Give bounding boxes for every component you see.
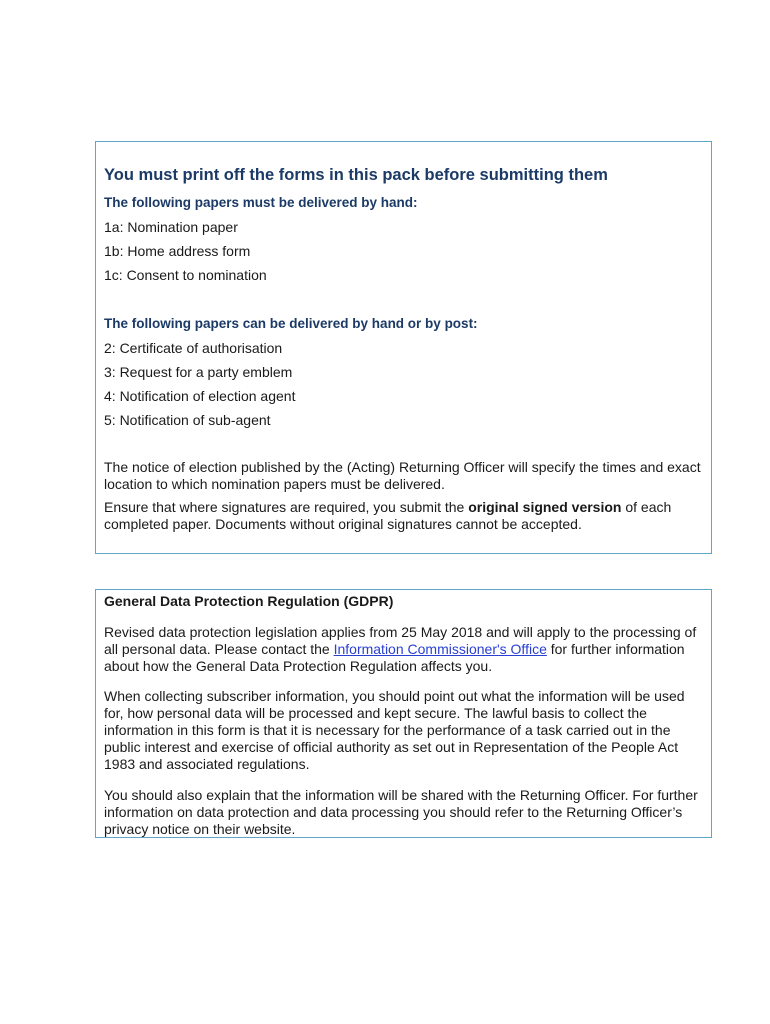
hand-or-post-heading: The following papers can be delivered by hand or by post:	[104, 316, 478, 331]
gdpr-heading: General Data Protection Regulation (GDPR)	[104, 593, 394, 609]
by-hand-heading: The following papers must be delivered by hand:	[104, 195, 418, 210]
gdpr-paragraph-1-end: for further information about how the General Data Protection Regulation affects you.	[104, 641, 685, 674]
list-item: 4: Notification of election agent	[104, 388, 296, 404]
list-item: 1a: Nomination paper	[104, 219, 238, 235]
signatures-text-start: Ensure that where signatures are required, you submit the	[104, 499, 469, 515]
list-item: 5: Notification of sub-agent	[104, 412, 271, 428]
gdpr-box	[95, 589, 712, 838]
gdpr-paragraph-3: You should also explain that the information will be shared with the Returning Officer. For further information on data protection and data processing you should refer to the Returning Officer’s privacy notice on their website.	[104, 787, 698, 837]
signatures-emphasis: original signed version	[468, 499, 622, 515]
signatures-text	[104, 499, 704, 533]
list-item: 2: Certificate of authorisation	[104, 340, 283, 356]
signatures-text-end: of each completed paper. Documents without original signatures cannot be accepted.	[104, 499, 672, 532]
ico-link[interactable]: Information Commissioner's Office	[333, 641, 547, 657]
notice-text: The notice of election published by the (Acting) Returning Officer will specify the times and exact location to which nomination papers must be delivered.	[104, 459, 701, 492]
list-item: 1c: Consent to nomination	[104, 267, 267, 283]
list-item: 3: Request for a party emblem	[104, 364, 293, 380]
gdpr-paragraph-1	[104, 624, 704, 675]
page-title: You must print off the forms in this pack before submitting them	[104, 166, 608, 184]
gdpr-paragraph-1-start: Revised data protection legislation applies from 25 May 2018 and will apply to the processing of all personal data. Please contact the	[104, 624, 697, 657]
list-item: 1b: Home address form	[104, 243, 251, 259]
forms-pack-box	[95, 141, 712, 554]
gdpr-paragraph-2: When collecting subscriber information, you should point out what the information will be used for, how personal data will be processed and kept secure. The lawful basis to collect the information in this form is that it is necessary for the performance of a task carried out in the public interest and exercise of official authority as set out in Representation of the People Act 1983 and associated regulations.	[104, 688, 685, 772]
